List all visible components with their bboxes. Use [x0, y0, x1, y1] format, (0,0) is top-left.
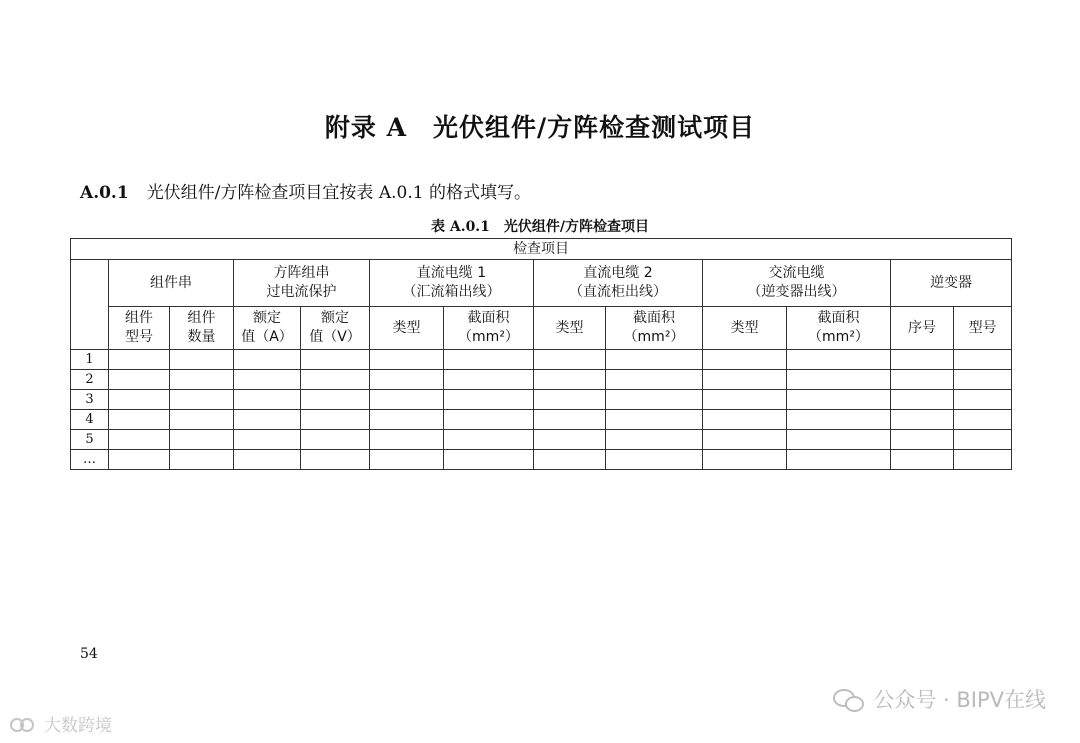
empty-cell: [444, 430, 534, 450]
empty-cell: [301, 410, 370, 430]
row-number-cell: 3: [71, 390, 109, 410]
subheader-inverter-serial: 序号: [891, 307, 954, 350]
subheader-ac-type: 类型: [703, 307, 787, 350]
wechat-icon: [833, 687, 863, 711]
empty-cell: [534, 450, 606, 470]
empty-cell: [787, 370, 891, 390]
subheader-rated-voltage: 额定 值（V）: [301, 307, 370, 350]
subheader-dc1-area: 截面积 （mm²）: [444, 307, 534, 350]
empty-cell: [370, 430, 444, 450]
empty-cell: [444, 370, 534, 390]
empty-cell: [703, 450, 787, 470]
empty-cell: [787, 430, 891, 450]
empty-cell: [891, 410, 954, 430]
row-number-cell: 1: [71, 350, 109, 370]
empty-cell: [534, 370, 606, 390]
empty-cell: [370, 450, 444, 470]
row-number-cell: 4: [71, 410, 109, 430]
empty-cell: [109, 390, 170, 410]
empty-cell: [606, 350, 703, 370]
empty-cell: [444, 390, 534, 410]
empty-cell: [301, 450, 370, 470]
empty-cell: [370, 390, 444, 410]
empty-cell: [534, 350, 606, 370]
group-header-dc-cable-2: 直流电缆 2 （直流柜出线）: [534, 260, 703, 307]
inspection-table: [70, 238, 1012, 470]
empty-cell: [109, 370, 170, 390]
table-row: [71, 370, 1012, 390]
table-row: [71, 450, 1012, 470]
table-caption: 表 A.0.1 光伏组件/方阵检查项目: [430, 219, 650, 235]
corner-watermark-text: 大数跨境: [44, 716, 112, 736]
empty-cell: [703, 350, 787, 370]
empty-cell: [170, 410, 234, 430]
empty-cell: [109, 350, 170, 370]
subheader-module-quantity: 组件 数量: [170, 307, 234, 350]
empty-cell: [606, 430, 703, 450]
empty-cell: [954, 430, 1012, 450]
clause-number: A.0.1: [80, 183, 129, 203]
empty-cell: [109, 410, 170, 430]
page-number: 54: [80, 646, 98, 662]
empty-cell: [606, 390, 703, 410]
empty-cell: [301, 430, 370, 450]
group-header-ac-cable: 交流电缆 （逆变器出线）: [703, 260, 891, 307]
empty-cell: [954, 370, 1012, 390]
empty-cell: [534, 390, 606, 410]
empty-cell: [787, 410, 891, 430]
empty-cell: [370, 410, 444, 430]
empty-cell: [891, 370, 954, 390]
table-row: [71, 410, 1012, 430]
empty-cell: [534, 410, 606, 430]
table-title-cell: 检查项目: [71, 239, 1012, 260]
corner-watermark: [10, 711, 112, 736]
subheader-ac-area: 截面积 （mm²）: [787, 307, 891, 350]
table-row: [71, 350, 1012, 370]
group-header-inverter: 逆变器: [891, 260, 1012, 307]
subheader-rated-current: 额定 值（A）: [234, 307, 301, 350]
empty-cell: [170, 450, 234, 470]
empty-cell: [891, 450, 954, 470]
group-header-string: 组件串: [109, 260, 234, 307]
wechat-watermark: [833, 684, 1046, 714]
clause-paragraph: [80, 178, 531, 203]
row-number-cell: …: [71, 450, 109, 470]
empty-cell: [234, 370, 301, 390]
empty-cell: [170, 370, 234, 390]
page-title: 附录 A 光伏组件/方阵检查测试项目: [324, 113, 756, 142]
empty-cell: [534, 430, 606, 450]
subheader-module-model: 组件 型号: [109, 307, 170, 350]
empty-cell: [444, 410, 534, 430]
empty-cell: [234, 410, 301, 430]
empty-cell: [787, 350, 891, 370]
empty-cell: [891, 430, 954, 450]
empty-cell: [954, 350, 1012, 370]
empty-cell: [703, 410, 787, 430]
row-number-cell: 5: [71, 430, 109, 450]
empty-cell: [606, 370, 703, 390]
empty-cell: [703, 390, 787, 410]
group-header-dc-cable-1: 直流电缆 1 （汇流箱出线）: [370, 260, 534, 307]
empty-cell: [370, 350, 444, 370]
empty-cell: [301, 370, 370, 390]
subheader-dc1-type: 类型: [370, 307, 444, 350]
empty-cell: [170, 390, 234, 410]
empty-cell: [234, 350, 301, 370]
empty-cell: [891, 350, 954, 370]
empty-cell: [606, 450, 703, 470]
empty-cell: [234, 430, 301, 450]
empty-cell: [787, 450, 891, 470]
empty-cell: [170, 430, 234, 450]
empty-cell: [234, 450, 301, 470]
subheader-inverter-model: 型号: [954, 307, 1012, 350]
empty-cell: [606, 410, 703, 430]
logo-icon: [10, 715, 36, 733]
empty-cell: [954, 450, 1012, 470]
empty-cell: [170, 350, 234, 370]
empty-cell: [301, 350, 370, 370]
empty-cell: [444, 450, 534, 470]
empty-cell: [703, 430, 787, 450]
empty-cell: [370, 370, 444, 390]
subheader-dc2-type: 类型: [534, 307, 606, 350]
empty-cell: [954, 390, 1012, 410]
empty-cell: [109, 450, 170, 470]
clause-text: 光伏组件/方阵检查项目宜按表 A.0.1 的格式填写。: [146, 183, 531, 203]
empty-cell: [787, 390, 891, 410]
empty-cell: [301, 390, 370, 410]
empty-cell: [891, 390, 954, 410]
subheader-dc2-area: 截面积 （mm²）: [606, 307, 703, 350]
table-row: [71, 390, 1012, 410]
empty-cell: [954, 410, 1012, 430]
group-header-array-protection: 方阵组串 过电流保护: [234, 260, 370, 307]
empty-cell: [109, 430, 170, 450]
empty-cell: [234, 390, 301, 410]
row-number-cell: 2: [71, 370, 109, 390]
wechat-watermark-text: 公众号 · BIPV在线: [873, 688, 1046, 712]
empty-cell: [444, 350, 534, 370]
table-row: [71, 430, 1012, 450]
header-corner-cell: [71, 260, 109, 350]
empty-cell: [703, 370, 787, 390]
